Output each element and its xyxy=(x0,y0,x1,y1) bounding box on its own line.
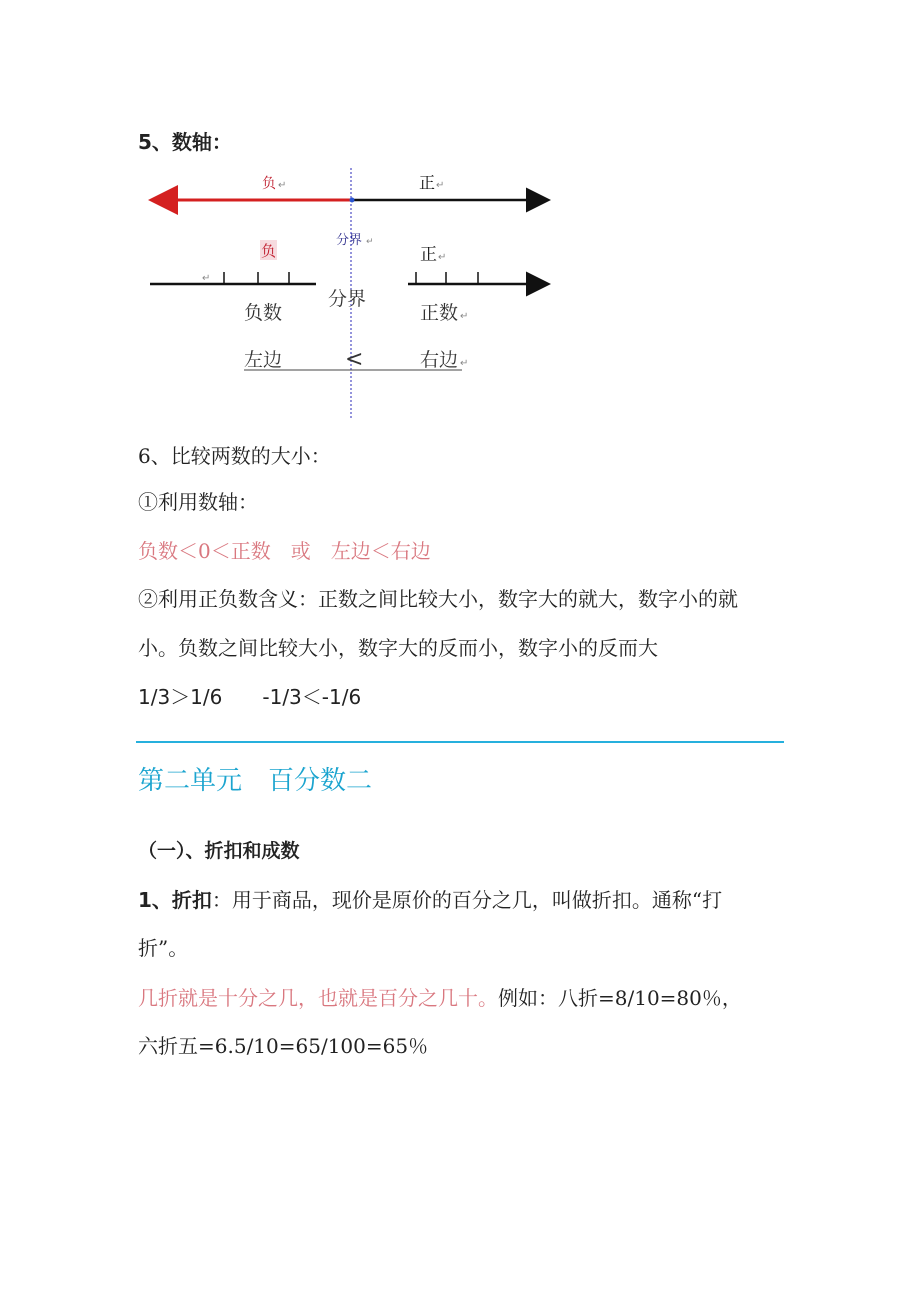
less-than-sign: < xyxy=(345,347,364,372)
number-line-diagram xyxy=(140,162,580,424)
pos-number-label: 正数 xyxy=(420,302,459,324)
discount-example-line2: 六折五=6.5/10=65/100=65％ xyxy=(138,1034,429,1058)
section5-heading: 5、数轴： xyxy=(138,130,232,154)
right-side-label: 右边 xyxy=(420,349,459,371)
section-divider xyxy=(136,741,784,743)
neg-tick-return-mark: ↵ xyxy=(202,273,211,284)
left-side-label: 左边 xyxy=(244,349,283,371)
top-pos-label: 正 xyxy=(419,173,436,192)
method1-label: ①利用数轴： xyxy=(138,490,258,514)
method1-rule: 负数＜0＜正数 或 左边＜右边 xyxy=(138,539,431,563)
origin-dot xyxy=(350,198,355,203)
discount-rule-highlight: 几折就是十分之几，也就是百分之几十。 xyxy=(138,986,498,1010)
discount-rule-example: 例如：八折=8/10=80％， xyxy=(498,986,742,1010)
top-neg-return-mark: ↵ xyxy=(278,180,287,191)
right-side-return-mark: ↵ xyxy=(460,358,469,369)
top-boundary-label: 分界 xyxy=(336,233,363,248)
bottom-pos-return-mark: ↵ xyxy=(438,252,447,263)
comparison-example: 1/3＞1/6 -1/3＜-1/6 xyxy=(138,685,362,709)
item1-text: ：用于商品，现价是原价的百分之几，叫做折扣。通称“打 xyxy=(211,888,723,912)
unit2-title: 第二单元 百分数二 xyxy=(138,766,373,796)
neg-number-label: 负数 xyxy=(244,302,283,324)
top-neg-label: 负 xyxy=(262,176,276,192)
middle-boundary-label: 分界 xyxy=(328,288,367,310)
method2-line2: 小。负数之间比较大小，数字大的反而小，数字小的反而大 xyxy=(138,636,658,660)
discount-rule-line xyxy=(138,982,742,1011)
top-pos-return-mark: ↵ xyxy=(436,180,445,191)
item1-line2: 折”。 xyxy=(138,936,189,960)
method2-line1: ②利用正负数含义：正数之间比较大小，数字大的就大，数字小的就 xyxy=(138,587,738,611)
item1-line1 xyxy=(138,884,722,913)
bottom-neg-label: 负 xyxy=(261,242,277,260)
pos-number-return-mark: ↵ xyxy=(460,311,469,322)
unit2-subsection-heading: （一）、折扣和成数 xyxy=(138,840,300,862)
item1-label: 1、折扣 xyxy=(138,888,212,912)
bottom-pos-label: 正 xyxy=(420,245,437,265)
section6-heading: 6、比较两数的大小： xyxy=(138,444,331,468)
top-boundary-return-mark: ↵ xyxy=(366,237,374,247)
